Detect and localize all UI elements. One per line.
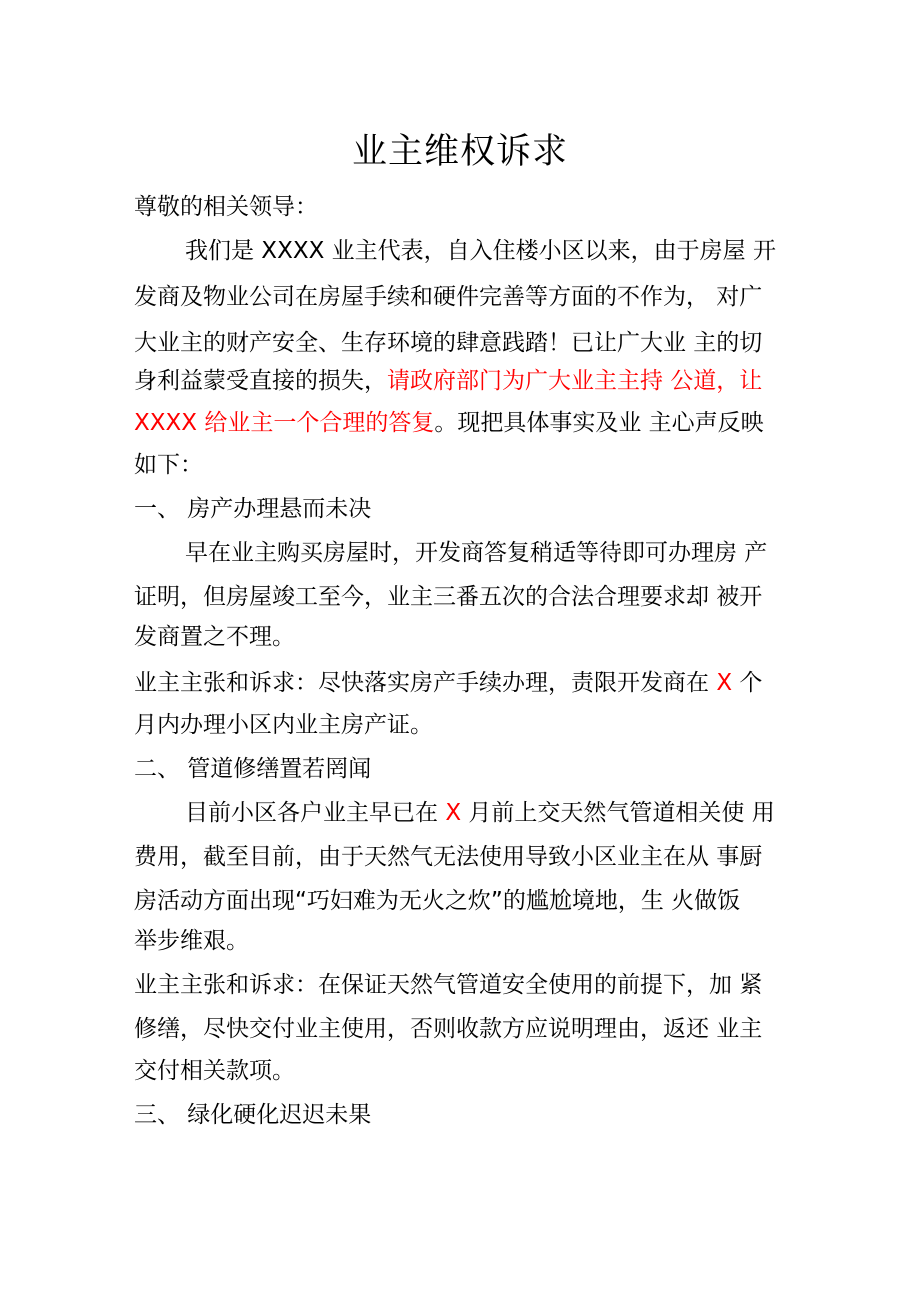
section-2-line-2: 费用，截至目前，由于天然气无法使用导致小区业主在从 事厨 <box>134 844 763 870</box>
section-2-line-4: 举步维艰。 <box>134 928 249 954</box>
intro-line-1: 我们是 XXXX 业主代表，自入住楼小区以来，由于房屋 开 <box>185 238 776 264</box>
section-2-claim-1: 业主主张和诉求：在保证天然气管道安全使用的前提下，加 紧 <box>134 972 763 998</box>
intro-line-5 <box>134 406 764 440</box>
section-2-highlight: X <box>445 800 462 826</box>
intro-line-3: 大业主的财产安全、生存环境的肆意践踏！已让广大业 主的切 <box>134 330 763 356</box>
section-1-line-1: 早在业主购买房屋时，开发商答复稍适等待即可办理房 产 <box>185 540 768 566</box>
section-2-claim-2: 修缮，尽快交付业主使用，否则收款方应说明理由，返还 业主 <box>134 1016 763 1042</box>
intro-line-2: 发商及物业公司在房屋手续和硬件完善等方面的不作为， 对广 <box>134 284 763 310</box>
salutation: 尊敬的相关领导： <box>134 194 318 220</box>
section-2-line-1 <box>185 796 775 830</box>
intro-line-4 <box>134 364 762 398</box>
document-title: 业主维权诉求 <box>351 132 568 172</box>
section-1-line-3: 发商置之不理。 <box>134 624 295 650</box>
intro-line-6: 如下： <box>134 452 203 478</box>
intro-highlight-reply: XXXX 给业主一个合理的答复 <box>134 410 435 436</box>
intro-line-4-text: 身利益蒙受直接的损失， <box>134 368 387 394</box>
section-1-claim-1 <box>134 666 762 700</box>
section-1-claim-2: 月内办理小区内业主房产证。 <box>134 712 433 738</box>
section-2-line-1-text: 目前小区各户业主早已在 <box>185 800 446 826</box>
section-3-heading: 三、 绿化硬化迟迟未果 <box>134 1102 372 1128</box>
intro-highlight-request: 请政府部门为广大业主主持 公道，让 <box>387 368 763 394</box>
section-1-heading: 一、 房产办理悬而未决 <box>134 496 372 522</box>
section-2-line-1-tail: 月前上交天然气管道相关使 用 <box>461 800 775 826</box>
section-2-line-3: 房活动方面出现“巧妇难为无火之炊”的尴尬境地，生 火做饭 <box>134 888 741 914</box>
section-1-claim-text: 业主主张和诉求：尽快落实房产手续办理，责限开发商在 <box>134 670 717 696</box>
intro-line-5-text: 。现把具体事实及业 主心声反映 <box>434 410 764 436</box>
section-1-claim-highlight: X <box>716 670 733 696</box>
section-1-claim-tail: 个 <box>732 670 763 696</box>
section-1-line-2: 证明，但房屋竣工至今，业主三番五次的合法合理要求却 被开 <box>134 584 763 610</box>
section-2-heading: 二、 管道修缮置若罔闻 <box>134 756 372 782</box>
section-2-claim-3: 交付相关款项。 <box>134 1058 295 1084</box>
